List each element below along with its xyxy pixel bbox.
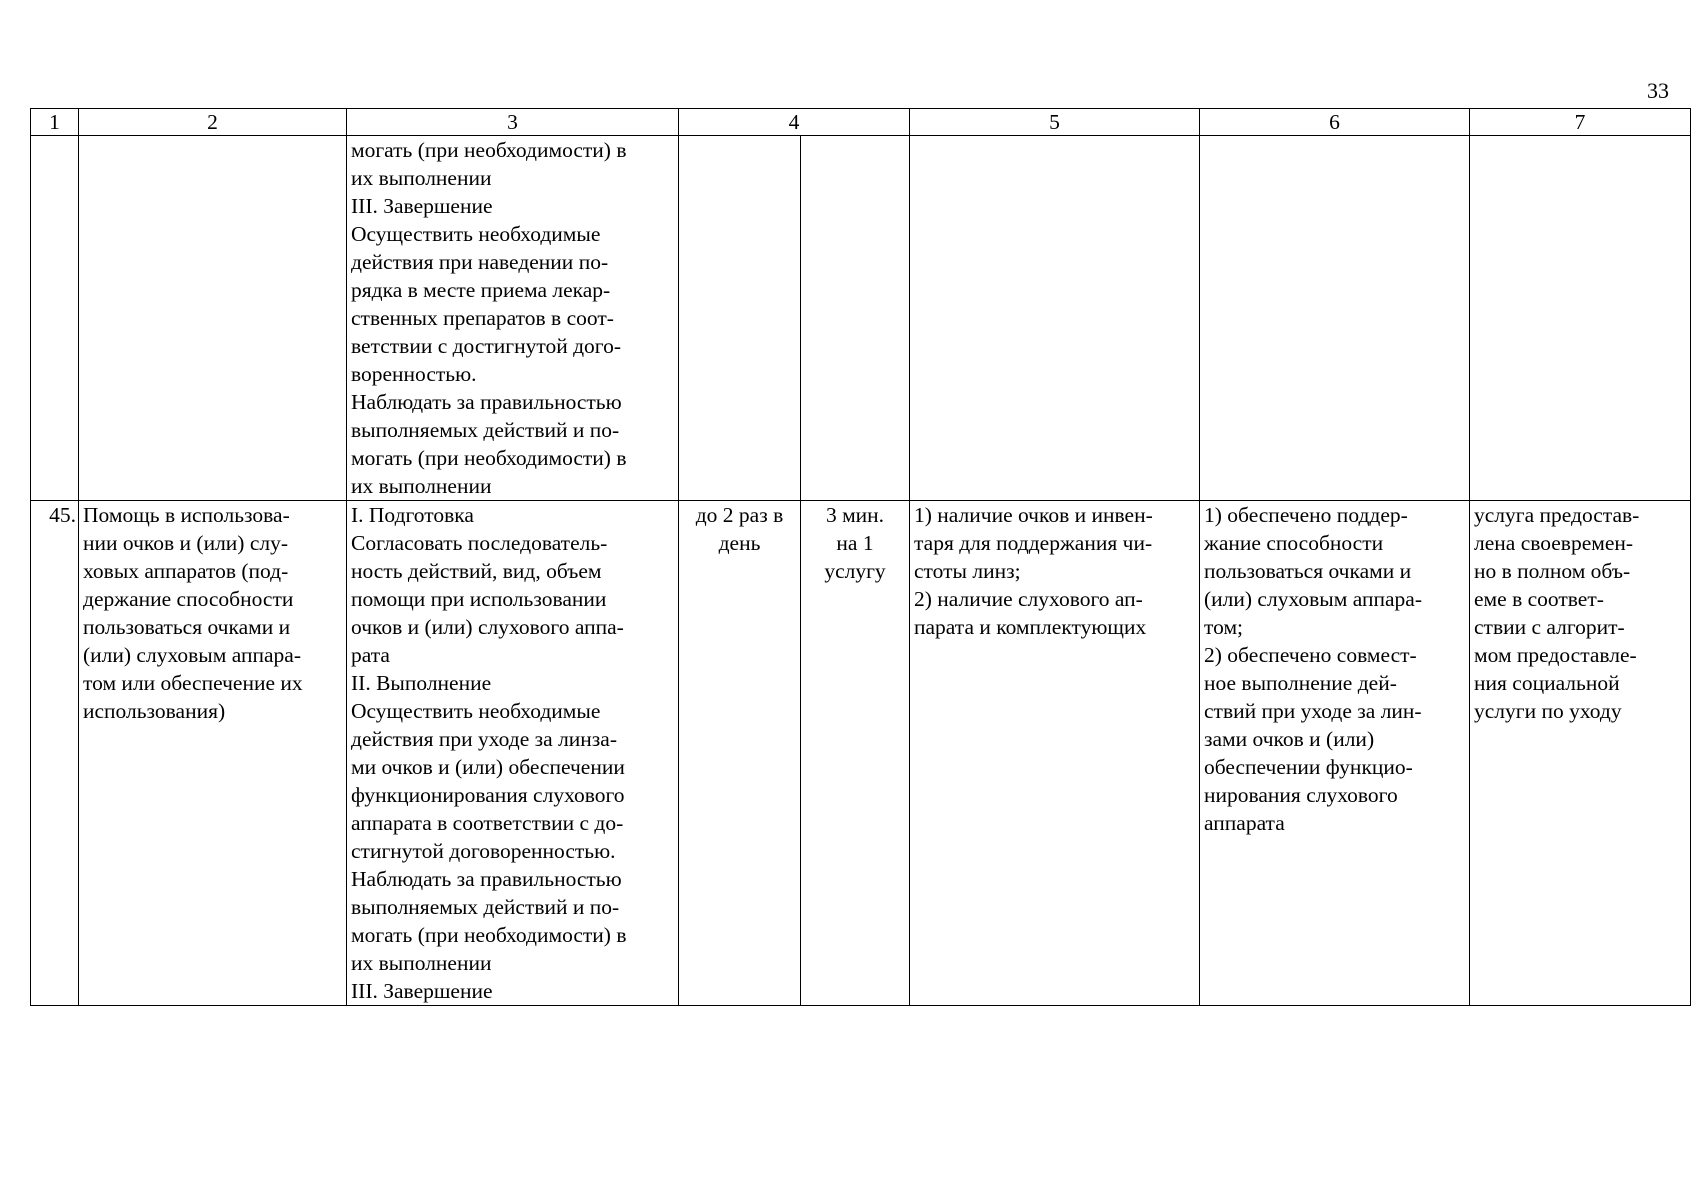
cell-procedure: I. Подготовка Согласовать последователь- ность действий, вид, объем помощи при использовании очков и (или) слухового аппа- рата II. Выполнение Осуществить необходимые действия при уходе за линза- ми очков и (или) обеспечении функционирования слухового аппарата в соответствии с до- стигнутой договоренностью. Наблюдать за правильностью выполняемых действий и по- могать (при необходимости) в их выполнении III. Завершение [347,501,679,1006]
header-col-6: 6 [1200,109,1470,136]
cell-quality [1470,136,1691,501]
cell-number: 45. [31,501,79,1006]
cell-result: 1) обеспечено поддер- жание способности пользоваться очками и (или) слуховым аппара- том; 2) обеспечено совмест- ное выполнение дей- ствий при уходе за лин- зами очков и (или) обеспечении функцио- нирования слухового аппарата [1200,501,1470,1006]
cell-conditions: 1) наличие очков и инвен- таря для поддержания чи- стоты линз; 2) наличие слухового ап- парата и комплектующих [910,501,1200,1006]
cell-conditions [910,136,1200,501]
table-row-45 [31,501,1691,1006]
header-col-1: 1 [31,109,79,136]
header-col-2: 2 [79,109,347,136]
cell-frequency: до 2 раз в день [679,501,801,1006]
cell-number [31,136,79,501]
cell-quality: услуга предостав- лена своевремен- но в полном объ- eме в соответ- ствии с алгорит- мом предоставле- ния социальной услуги по уходу [1470,501,1691,1006]
header-col-4: 4 [679,109,910,136]
services-table [30,108,1691,1006]
table-row-continued [31,136,1691,501]
header-col-3: 3 [347,109,679,136]
cell-service-name: Помощь в использова- нии очков и (или) слу- ховых аппаратов (под- держание способности пользоваться очками и (или) слуховым аппара- том или обеспечение их использования) [79,501,347,1006]
cell-procedure: могать (при необходимости) в их выполнении III. Завершение Осуществить необходимые действия при наведении по- рядка в месте приема лекар- ственных препаратов в соот- ветствии с достигнутой дого- воренностью. Наблюдать за правильностью выполняемых действий и по- могать (при необходимости) в их выполнении [347,136,679,501]
page-number: 33 [1647,78,1669,103]
header-row [31,109,1691,136]
cell-duration: 3 мин. на 1 услугу [801,501,910,1006]
header-col-7: 7 [1470,109,1691,136]
cell-service-name [79,136,347,501]
cell-duration [801,136,910,501]
cell-result [1200,136,1470,501]
header-col-5: 5 [910,109,1200,136]
cell-frequency [679,136,801,501]
